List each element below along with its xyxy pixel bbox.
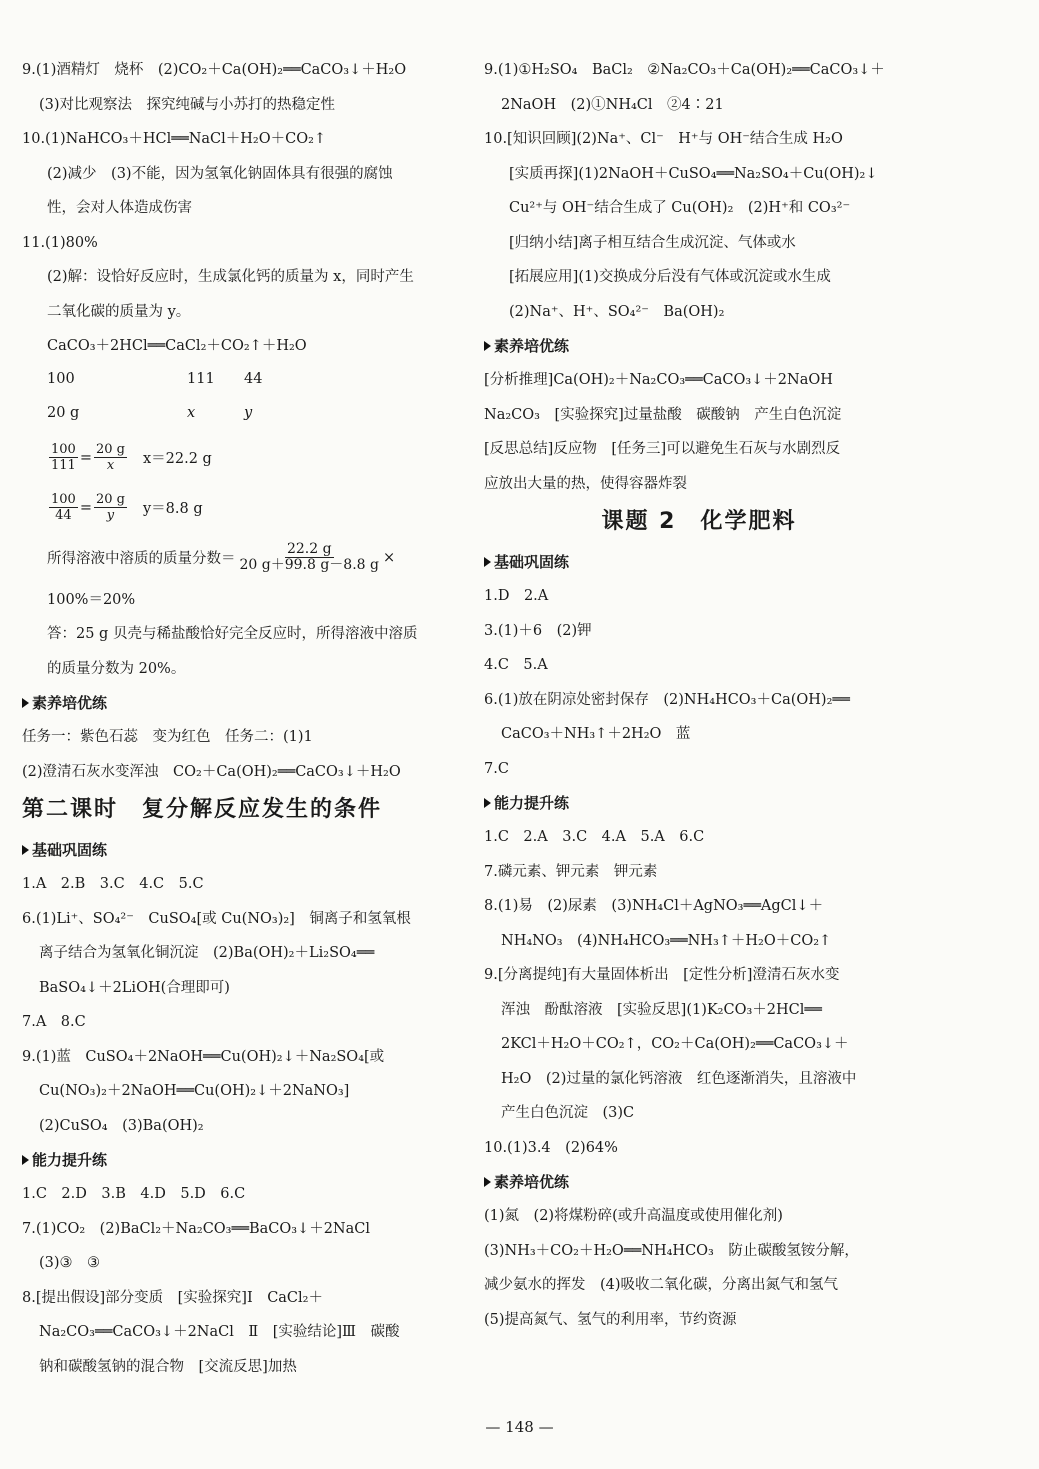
answer-line: 钠和碳酸氢钠的混合物 [交流反思]加热: [39, 1358, 297, 1375]
answer-line: [拓展应用](1)交换成分后没有气体或沉淀或水生成: [509, 269, 831, 285]
denominator: 44: [55, 508, 72, 523]
answer-line: 减少氨水的挥发 (4)吸收二氧化碳，分离出氮气和氢气: [484, 1277, 839, 1293]
answer-line: 11.(1)80%: [22, 234, 98, 251]
proportion-y: [22, 490, 462, 526]
proportion-x: [22, 440, 462, 476]
section-heading-label: 基础巩固练: [32, 841, 108, 859]
section-heading-label: 素养培优练: [494, 337, 570, 355]
calc-cell: y: [244, 405, 253, 421]
denominator: x: [106, 458, 115, 473]
answer-line: H₂O (2)过量的氯化钙溶液 红色逐渐消失，且溶液中: [501, 1070, 857, 1087]
triangle-icon: [22, 1155, 29, 1165]
answer-line: 8.(1)易 (2)尿素 (3)NH₄Cl＋AgNO₃══AgCl↓＋: [484, 898, 824, 914]
answer-line: [分析推理]Ca(OH)₂＋Na₂CO₃══CaCO₃↓＋2NaOH: [484, 372, 833, 388]
answer-line: 9.[分离提纯]有大量固体析出 [定性分析]澄清石灰水变: [484, 967, 840, 983]
numerator: 20 g: [95, 442, 125, 457]
answer-line: NH₄NO₃ (4)NH₄HCO₃══NH₃↑＋H₂O＋CO₂↑: [501, 932, 832, 949]
triangle-icon: [484, 557, 491, 567]
answer-line: CaCO₃＋NH₃↑＋2H₂O 蓝: [501, 726, 691, 742]
answer-line: 离子结合为氢氧化铜沉淀 (2)Ba(OH)₂＋Li₂SO₄══: [39, 945, 375, 961]
calc-cell: 20 g: [47, 405, 80, 421]
answer-line: (2)澄清石灰水变浑浊 CO₂＋Ca(OH)₂══CaCO₃↓＋H₂O: [22, 763, 401, 780]
numerator: 22.2 g: [286, 541, 332, 557]
answer-line: 6.(1)放在阴凉处密封保存 (2)NH₄HCO₃＋Ca(OH)₂══: [484, 691, 850, 708]
answer-line: 6.(1)Li⁺、SO₄²⁻ CuSO₄[或 Cu(NO₃)₂] 铜离子和氢氧根: [22, 910, 411, 927]
answer-line: [归纳小结]离子相互结合生成沉淀、气体或水: [509, 234, 796, 251]
numerator: 20 g: [95, 492, 125, 507]
equals-sign: =: [79, 499, 92, 516]
right-column: [484, 60, 914, 1344]
answer-line: (2)CuSO₄ (3)Ba(OH)₂: [39, 1117, 204, 1134]
answer-line: (1)氮 (2)将煤粉碎(或升高温度或使用催化剂): [484, 1208, 783, 1224]
triangle-icon: [484, 341, 491, 351]
answer-line: 2NaOH (2)①NH₄Cl ②4∶21: [501, 96, 724, 113]
fraction: [94, 442, 127, 473]
answer-line: (2)解：设恰好反应时，生成氯化钙的质量为 x，同时产生: [47, 269, 414, 285]
answer-line: 7.A 8.C: [22, 1014, 86, 1030]
result-text: x＝22.2 g: [142, 451, 212, 467]
answer-line: 性，会对人体造成伤害: [47, 200, 192, 216]
fraction: [94, 492, 127, 523]
section-heading: [22, 1150, 462, 1170]
section-heading-label: 能力提升练: [494, 794, 570, 812]
answer-line: (2)减少 (3)不能，因为氢氧化钠固体具有很强的腐蚀: [47, 165, 393, 182]
answer-line: 10.(1)NaHCO₃＋HCl══NaCl＋H₂O＋CO₂↑: [22, 131, 327, 147]
section-heading: [484, 1172, 914, 1192]
answer-line: 1.C 2.A 3.C 4.A 5.A 6.C: [484, 829, 705, 845]
mass-fraction-formula: [22, 540, 462, 576]
fraction: [238, 542, 382, 573]
answer-line: 9.(1)①H₂SO₄ BaCl₂ ②Na₂CO₃＋Ca(OH)₂══CaCO₃↓＋: [484, 62, 885, 78]
answer-line: 产生白色沉淀 (3)C: [501, 1105, 635, 1121]
answer-line: 9.(1)酒精灯 烧杯 (2)CO₂＋Ca(OH)₂══CaCO₃↓＋H₂O: [22, 62, 407, 78]
lesson-title: 课题 2 化学肥料: [601, 509, 797, 534]
mass-row: [22, 405, 462, 425]
answer-line: [反思总结]反应物 [任务三]可以避免生石灰与水剧烈反: [484, 441, 841, 457]
answer-line: (3)③ ③: [39, 1255, 101, 1271]
answer-line: Na₂CO₃ [实验探究]过量盐酸 碳酸钠 产生白色沉淀: [484, 406, 842, 423]
answer-line: 的质量分数为 20%。: [47, 660, 186, 677]
answer-line: 1.D 2.A: [484, 588, 549, 604]
answer-line: 4.C 5.A: [484, 657, 548, 673]
answer-line: 7.(1)CO₂ (2)BaCl₂＋Na₂CO₃══BaCO₃↓＋2NaCl: [22, 1220, 370, 1237]
section-heading: [22, 840, 462, 860]
answer-line: (2)Na⁺、H⁺、SO₄²⁻ Ba(OH)₂: [509, 303, 725, 320]
triangle-icon: [22, 698, 29, 708]
answer-line: BaSO₄↓＋2LiOH(合理即可): [39, 979, 230, 996]
lesson-title: 第二课时 复分解反应发生的条件: [22, 797, 383, 822]
answer-line: Cu²⁺与 OH⁻结合生成了 Cu(OH)₂ (2)H⁺和 CO₃²⁻: [509, 200, 851, 216]
answer-line: 8.[提出假设]部分变质 [实验探究]Ⅰ CaCl₂＋: [22, 1289, 323, 1306]
numerator: 100: [51, 442, 76, 457]
answer-line: 100%＝20%: [47, 591, 136, 608]
triangle-icon: [484, 1177, 491, 1187]
section-heading: [22, 693, 462, 713]
fraction: [49, 492, 78, 523]
answer-line: (3)NH₃＋CO₂＋H₂O══NH₄HCO₃ 防止碳酸氢铵分解，: [484, 1242, 859, 1259]
denominator: 111: [51, 458, 76, 473]
triangle-icon: [484, 798, 491, 808]
calc-cell: 44: [244, 370, 263, 387]
section-heading-label: 素养培优练: [494, 1173, 570, 1191]
answer-line: 任务一：紫色石蕊 变为红色 任务二：(1)1: [22, 729, 313, 745]
result-text: y＝8.8 g: [142, 501, 203, 517]
triangle-icon: [22, 845, 29, 855]
equals-sign: =: [79, 449, 92, 466]
left-column: [22, 60, 462, 1391]
section-heading: [484, 793, 914, 813]
molar-mass-row: [22, 371, 462, 391]
calc-cell: 100: [47, 370, 75, 387]
formula-prefix: 所得溶液中溶质的质量分数＝: [47, 551, 236, 567]
section-heading-label: 基础巩固练: [494, 553, 570, 571]
section-heading: [484, 336, 914, 356]
answer-line: (5)提高氮气、氢气的利用率，节约资源: [484, 1311, 737, 1328]
section-heading: [484, 552, 914, 572]
answer-line: 7.C: [484, 760, 509, 777]
formula-suffix: ×: [383, 549, 396, 566]
answer-line: [实质再探](1)2NaOH＋CuSO₄══Na₂SO₄＋Cu(OH)₂↓: [509, 165, 878, 182]
answer-line: 7.磷元素、钾元素 钾元素: [484, 863, 658, 880]
denominator: y: [106, 508, 115, 523]
calc-cell: x: [187, 405, 196, 421]
answer-line: 二氧化碳的质量为 y。: [47, 303, 191, 320]
answer-line: 1.A 2.B 3.C 4.C 5.C: [22, 876, 204, 892]
answer-line: Na₂CO₃══CaCO₃↓＋2NaCl Ⅱ [实验结论]Ⅲ 碳酸: [39, 1324, 400, 1340]
denominator: 20 g＋99.8 g－8.8 g: [239, 557, 379, 573]
answer-line: 3.(1)＋6 (2)钾: [484, 622, 592, 639]
answer-line: 应放出大量的热，使得容器炸裂: [484, 475, 687, 492]
answer-line: 10.[知识回顾](2)Na⁺、Cl⁻ H⁺与 OH⁻结合生成 H₂O: [484, 131, 843, 147]
chemical-equation: CaCO₃＋2HCl══CaCl₂＋CO₂↑＋H₂O: [47, 338, 307, 354]
calc-cell: 111: [187, 370, 215, 387]
answer-line: 1.C 2.D 3.B 4.D 5.D 6.C: [22, 1186, 246, 1202]
answer-line: 2KCl＋H₂O＋CO₂↑，CO₂＋Ca(OH)₂══CaCO₃↓＋: [501, 1036, 849, 1052]
fraction: [49, 442, 78, 473]
answer-line: 浑浊 酚酞溶液 [实验反思](1)K₂CO₃＋2HCl══: [501, 1001, 822, 1018]
answer-line: 9.(1)蓝 CuSO₄＋2NaOH══Cu(OH)₂↓＋Na₂SO₄[或: [22, 1048, 385, 1065]
answer-line: 答：25 g 贝壳与稀盐酸恰好完全反应时，所得溶液中溶质: [47, 626, 418, 642]
answer-line: (3)对比观察法 探究纯碱与小苏打的热稳定性: [39, 96, 336, 113]
numerator: 100: [51, 492, 76, 507]
answer-line: Cu(NO₃)₂＋2NaOH══Cu(OH)₂↓＋2NaNO₃]: [39, 1083, 350, 1099]
section-heading-label: 素养培优练: [32, 694, 108, 712]
page-number: — 148 —: [485, 1418, 554, 1436]
section-heading-label: 能力提升练: [32, 1151, 108, 1169]
answer-line: 10.(1)3.4 (2)64%: [484, 1139, 618, 1156]
